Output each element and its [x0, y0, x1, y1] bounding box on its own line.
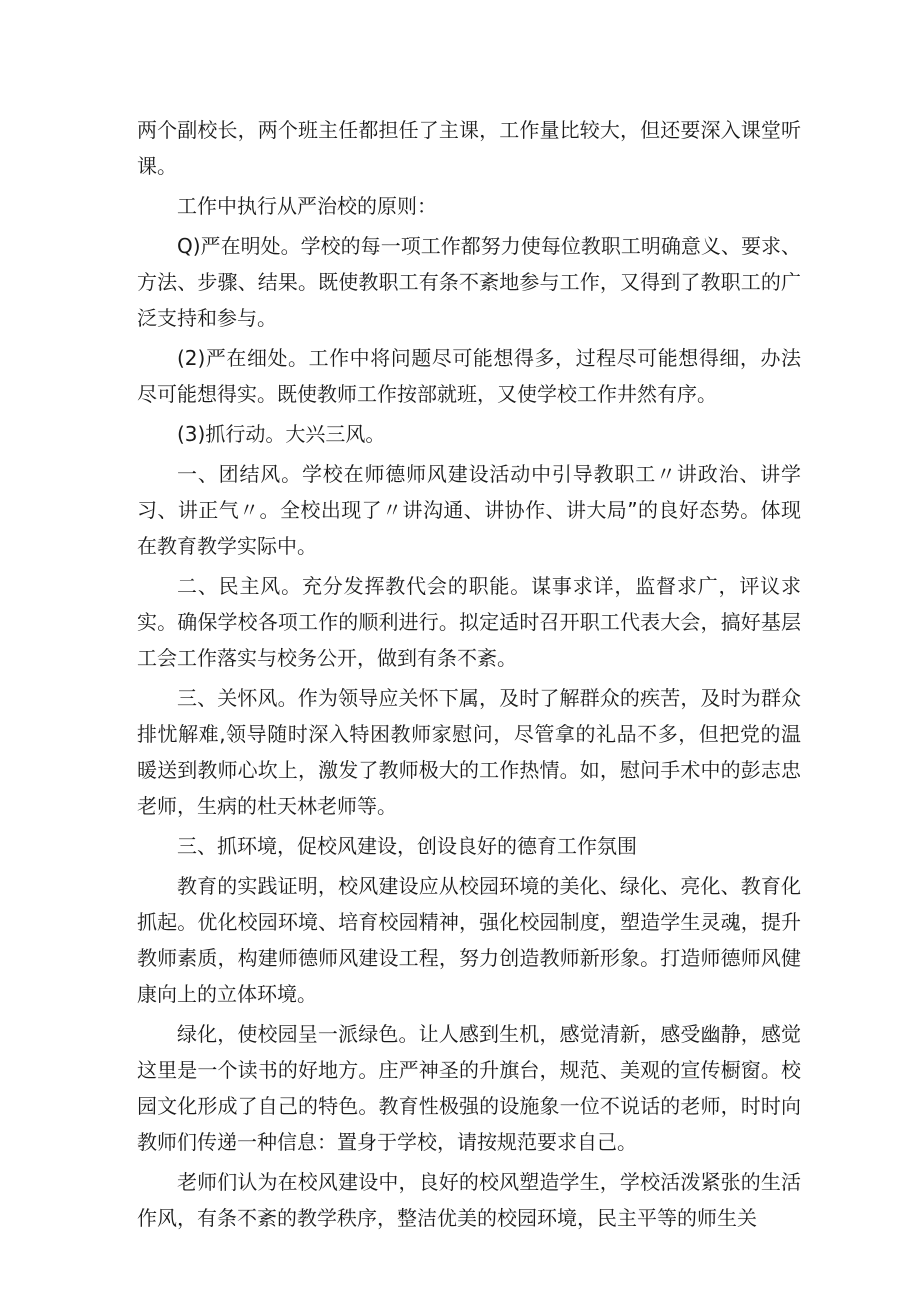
section-heading: 三、抓环境，促校风建设，创设良好的德育工作氛围	[177, 834, 637, 858]
paragraph-10: 教育的实践证明，校风建设应从校园环境的美化、绿化、亮化、教育化抓起。优化校园环境、培育校园精神，强化校园制度，塑造学生灵魂，提升教师素质，构建师德师风建设工程，努力创造教师新形象。打造师德师风健康向上的立体环境。	[137, 874, 801, 1006]
paragraph-5: (3)抓行动。大兴三风。	[177, 422, 386, 446]
paragraph-11: 绿化，使校园呈一派绿色。让人感到生机，感觉清新，感受幽静，感觉这里是一个读书的好地方。庄严神圣的升旗台，规范、美观的宣传橱窗。校园文化形成了自己的特色。教育性极强的设施象一位不说话的老师，时时向教师们传递一种信息：置身于学校，请按规范要求自己。	[137, 1022, 801, 1154]
document-body	[137, 112, 801, 1240]
paragraph-12: 老师们认为在校风建设中，良好的校风塑造学生，学校活泼紧张的生活作风，有条不紊的教学秩序，整洁优美的校园环境，民主平等的师生关	[137, 1170, 801, 1230]
paragraph-6: 一、团结风。学校在师德师风建设活动中引导教职工〃讲政治、讲学习、讲正气〃。全校出现了〃讲沟通、讲协作、讲大局”的良好态势。体现在教育教学实际中。	[137, 462, 801, 558]
paragraph-1: 两个副校长，两个班主任都担任了主课，工作量比较大，但还要深入课堂听课。	[137, 118, 801, 178]
paragraph-2: 工作中执行从严治校的原则：	[177, 194, 437, 218]
paragraph-8: 三、关怀风。作为领导应关怀下属，及时了解群众的疾苦，及时为群众排忧解难,领导随时深入特困教师家慰问，尽管拿的礼品不多，但把党的温暖送到教师心坎上，激发了教师极大的工作热情。如，慰问手术中的彭志忠老师，生病的杜天林老师等。	[137, 686, 801, 818]
paragraph-4: (2)严在细处。工作中将问题尽可能想得多，过程尽可能想得细，办法尽可能想得实。既使教师工作按部就班，又使学校工作井然有序。	[137, 346, 801, 406]
paragraph-3: Q)严在明处。学校的每一项工作都努力使每位教职工明确意义、要求、方法、步骤、结果。既使教职工有条不紊地参与工作，又得到了教职工的广泛支持和参与。	[137, 234, 801, 330]
paragraph-7: 二、民主风。充分发挥教代会的职能。谋事求详，监督求广，评议求实。确保学校各项工作的顺利进行。拟定适时召开职工代表大会，搞好基层工会工作落实与校务公开，做到有条不紊。	[137, 574, 801, 670]
